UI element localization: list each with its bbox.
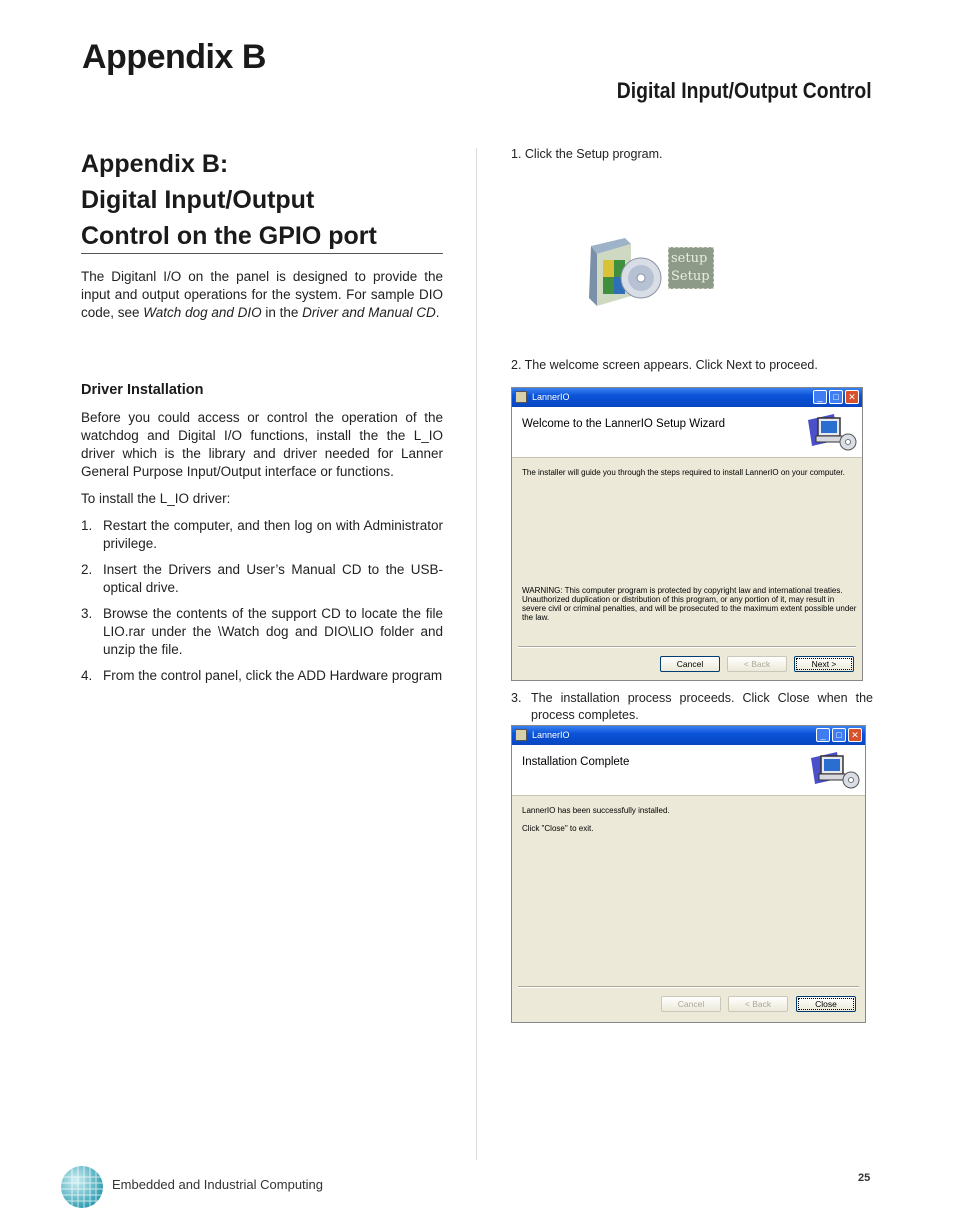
install-steps-list — [81, 517, 443, 693]
footer-text: Embedded and Industrial Computing — [112, 1177, 324, 1192]
title-line-1: Appendix B: — [81, 150, 229, 178]
driver-paragraph: Before you could access or control the operation of the watchdog and Digital I/O functions, install the the L_IO driver which is the library and driver needed for Lanner General Purpose Input/Output interface or functions. — [81, 410, 443, 479]
intro-text-c: . — [435, 305, 440, 320]
globe-logo-icon — [60, 1165, 104, 1209]
dialog-header — [512, 407, 862, 458]
dialog-heading: Welcome to the LannerIO Setup Wizard — [522, 418, 726, 430]
dialog-body — [512, 796, 865, 1024]
welcome-dialog — [511, 387, 863, 681]
dialog-titlebar[interactable] — [512, 726, 865, 745]
dialog-message: LannerIO has been successfully installed. — [522, 806, 670, 815]
list-item — [81, 517, 443, 553]
installer-box-icon — [585, 232, 665, 312]
step-number: 3. — [81, 606, 93, 621]
cancel-button[interactable]: Cancel — [660, 656, 720, 672]
dialog-body — [512, 458, 862, 682]
list-item — [81, 561, 443, 597]
dialog-heading: Installation Complete — [522, 756, 630, 768]
step-text: Insert the Drivers and User’s Manual CD to the USB-optical drive. — [103, 562, 443, 595]
page-title — [81, 146, 443, 254]
step-3-description: The installation process proceeds. Click Close when the process completes. — [531, 691, 873, 722]
column-divider — [476, 148, 477, 1160]
intro-emphasis-1: Watch dog and DIO — [143, 305, 262, 320]
app-icon — [515, 729, 527, 741]
dialog-warning: WARNING: This computer program is protected by copyright law and international treaties. Unauthorized duplication or distribution of this program, or any portion of it, may result in severe civil or criminal penalties, and will be prosecuted to the maximum extent possible under the law. — [522, 586, 857, 622]
page-number: 25 — [858, 1172, 871, 1184]
step-number: 2. — [81, 562, 93, 577]
back-button[interactable]: < Back — [727, 656, 787, 672]
list-item — [81, 667, 443, 685]
intro-text-a: The Digitanl I/O on the panel is designed to provide the input and output operations for the system. For sample DIO code, see — [81, 269, 443, 320]
app-icon — [515, 391, 527, 403]
next-button[interactable]: Next > — [794, 656, 854, 672]
dialog-titlebar[interactable] — [512, 388, 862, 407]
setup-wizard-icon — [807, 748, 863, 792]
setup-wizard-icon — [804, 410, 860, 454]
installation-complete-dialog — [511, 725, 866, 1023]
step-text: Restart the computer, and then log on with Administrator privilege. — [103, 518, 443, 551]
appendix-header: Appendix B — [82, 38, 266, 76]
install-intro-line: To install the L_IO driver: — [81, 491, 231, 506]
title-rule — [81, 253, 443, 254]
maximize-button[interactable]: □ — [832, 728, 846, 742]
dialog-message-2: Click "Close" to exit. — [522, 824, 594, 833]
dialog-header — [512, 745, 865, 796]
intro-paragraph — [81, 268, 443, 322]
driver-installation-heading: Driver Installation — [81, 382, 204, 398]
dialog-title: LannerIO — [532, 730, 570, 740]
step-3-text — [511, 690, 873, 724]
intro-emphasis-2: Driver and Manual CD — [302, 305, 436, 320]
dialog-separator — [518, 646, 856, 648]
step-1-text: 1. Click the Setup program. — [511, 147, 663, 161]
dialog-title: LannerIO — [532, 392, 570, 402]
minimize-button[interactable]: _ — [816, 728, 830, 742]
step-text: From the control panel, click the ADD Hardware program — [103, 668, 443, 683]
title-line-3: Control on the GPIO port — [81, 222, 377, 250]
step-number: 1. — [81, 518, 93, 533]
close-window-button[interactable]: ✕ — [848, 728, 862, 742]
step-2-text: 2. The welcome screen appears. Click Next to proceed. — [511, 358, 818, 372]
section-header: Digital Input/Output Control — [617, 78, 872, 103]
minimize-button[interactable]: _ — [813, 390, 827, 404]
step-number: 4. — [81, 668, 93, 683]
maximize-button[interactable]: □ — [829, 390, 843, 404]
back-button[interactable]: < Back — [728, 996, 788, 1012]
dialog-separator — [518, 986, 859, 988]
setup-label-icon[interactable] — [668, 247, 714, 289]
setup-label-line-1: setup — [671, 251, 708, 266]
cancel-button[interactable]: Cancel — [661, 996, 721, 1012]
list-item — [81, 605, 443, 659]
step-text: Browse the contents of the support CD to locate the file LIO.rar under the \Watch dog and DIO\LIO folder and unzip the file. — [103, 606, 443, 657]
company-logo — [60, 1165, 104, 1209]
dialog-message: The installer will guide you through the steps required to install LannerIO on your computer. — [522, 468, 845, 477]
setup-program-icon[interactable] — [585, 232, 665, 312]
title-line-2: Digital Input/Output — [81, 186, 315, 214]
setup-label-line-2: Setup — [671, 269, 710, 284]
close-button[interactable]: Close — [796, 996, 856, 1012]
close-window-button[interactable]: ✕ — [845, 390, 859, 404]
intro-text-b: in the — [261, 305, 303, 320]
step-3-number: 3. — [511, 691, 522, 705]
